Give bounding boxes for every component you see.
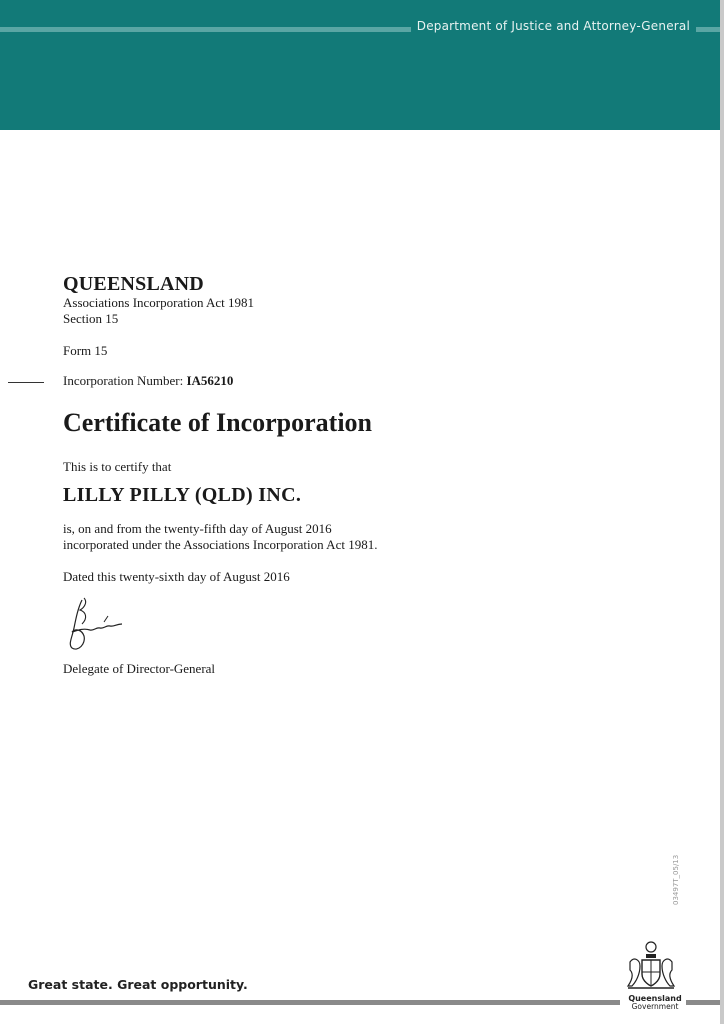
footer-rule-end [686, 1000, 720, 1005]
header-rule-end [702, 27, 720, 32]
statement-line-1: is, on and from the twenty-fifth day of August 2016 [63, 521, 332, 536]
government-label: Government [631, 1002, 679, 1011]
section-number: Section 15 [63, 311, 119, 326]
margin-mark [8, 382, 44, 383]
government-name: Queensland [628, 994, 682, 1003]
queensland-coat-of-arms-icon [624, 940, 678, 992]
statement-line-2: incorporated under the Associations Incorporation Act 1981. [63, 537, 378, 552]
incorporation-statement [63, 521, 377, 553]
form-code: 03497T_05/13 [672, 854, 680, 905]
dated-line: Dated this twenty-sixth day of August 2016 [63, 569, 290, 584]
page-edge [720, 0, 724, 1024]
incorporation-number: IA56210 [186, 373, 234, 388]
document-heading [63, 273, 683, 327]
form-number: Form 15 [63, 343, 108, 358]
incorporation-label: Incorporation Number: [63, 373, 184, 388]
department-name: Department of Justice and Attorney-General [411, 19, 696, 33]
certificate-title: Certificate of Incorporation [63, 408, 373, 437]
footer-slogan: Great state. Great opportunity. [28, 977, 248, 992]
association-name: LILLY PILLY (QLD) INC. [63, 484, 302, 506]
signatory-title: Delegate of Director-General [63, 661, 216, 676]
footer-rule [0, 1000, 620, 1005]
incorporation-number-line [63, 373, 233, 389]
state-name: QUEENSLAND [63, 273, 204, 295]
certify-text: This is to certify that [63, 459, 172, 474]
act-name: Associations Incorporation Act 1981 [63, 295, 254, 310]
signature [60, 594, 130, 652]
